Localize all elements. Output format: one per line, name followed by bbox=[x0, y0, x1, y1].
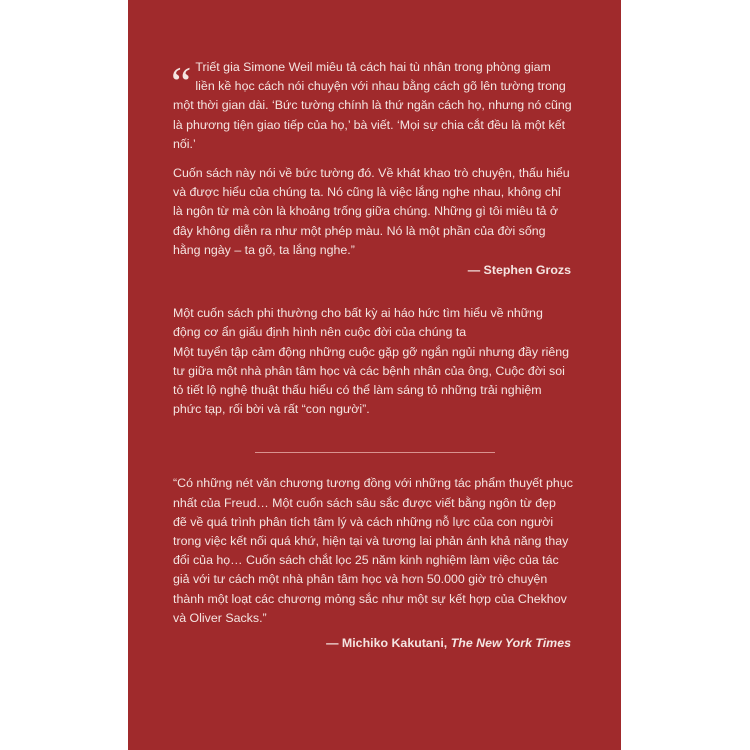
intro-attribution: — Stephen Grozs bbox=[467, 263, 571, 278]
description-line-2: Một tuyển tập cảm động những cuộc gặp gỡ ngắn ngủi nhưng đầy riêng tư giữa một nhà phân tâm học và các bệnh nhân của ông, Cuộc đời soi tỏ tiết lộ nghệ thuật thấu hiểu có thể làm sáng tỏ những trải nghiệm phức tạp, rối bời và rất “con người”. bbox=[173, 344, 570, 417]
review-attribution bbox=[173, 634, 573, 653]
intro-quote bbox=[173, 58, 573, 280]
book-back-cover bbox=[128, 0, 621, 750]
review-quote bbox=[173, 474, 573, 653]
divider bbox=[255, 452, 495, 453]
description-line-1: Một cuốn sách phi thường cho bất kỳ ai háo hức tìm hiểu về những động cơ ẩn giấu định hình nên cuộc đời của chúng ta bbox=[173, 306, 543, 340]
review-attribution-source: The New York Times bbox=[450, 636, 571, 651]
review-attribution-name: — Michiko Kakutani, bbox=[326, 636, 451, 651]
quote-mark-icon: “ bbox=[171, 57, 192, 108]
spacer bbox=[173, 280, 621, 304]
intro-paragraph-1: Triết gia Simone Weil miêu tả cách hai tù nhân trong phòng giam liền kề học cách nói chuyện với nhau bằng cách gõ lên tường trong một thời gian dài. ‘Bức tường chính là thứ ngăn cách họ, nhưng nó cũng là phương tiện giao tiếp của họ,’ bà viết. ‘Mọi sự chia cắt đều là một kết nối.’ bbox=[173, 60, 572, 151]
intro-paragraph-2: Cuốn sách này nói về bức tường đó. Về khát khao trò chuyện, thấu hiểu và được hiểu của chúng ta. Nó cũng là việc lắng nghe nhau, không chỉ là ngôn từ mà còn là khoảng trống giữa chúng. Những gì tôi miêu tả ở đây không diễn ra như một phép màu. Nó là một phần của đời sống hằng ngày – ta gõ, ta lắng nghe.” bbox=[173, 166, 570, 257]
description bbox=[173, 304, 573, 419]
review-text: “Có những nét văn chương tương đồng với những tác phẩm thuyết phục nhất của Freud… Một cuốn sách sâu sắc được viết bằng ngôn từ đẹp đẽ về quá trình phân tích tâm lý và cách những nỗ lực của con người trong việc kết nối quá khứ, hiện tại và tương lai phản ánh khả năng thay đổi của họ… Cuốn sách chắt lọc 25 năm kinh nghiệm làm việc của tác giả với tư cách một nhà phân tâm học và hơn 50.000 giờ trò chuyện thành một loạt các chương mỏng sắc như một sự kết hợp của Chekhov và Oliver Sacks.” bbox=[173, 476, 573, 625]
